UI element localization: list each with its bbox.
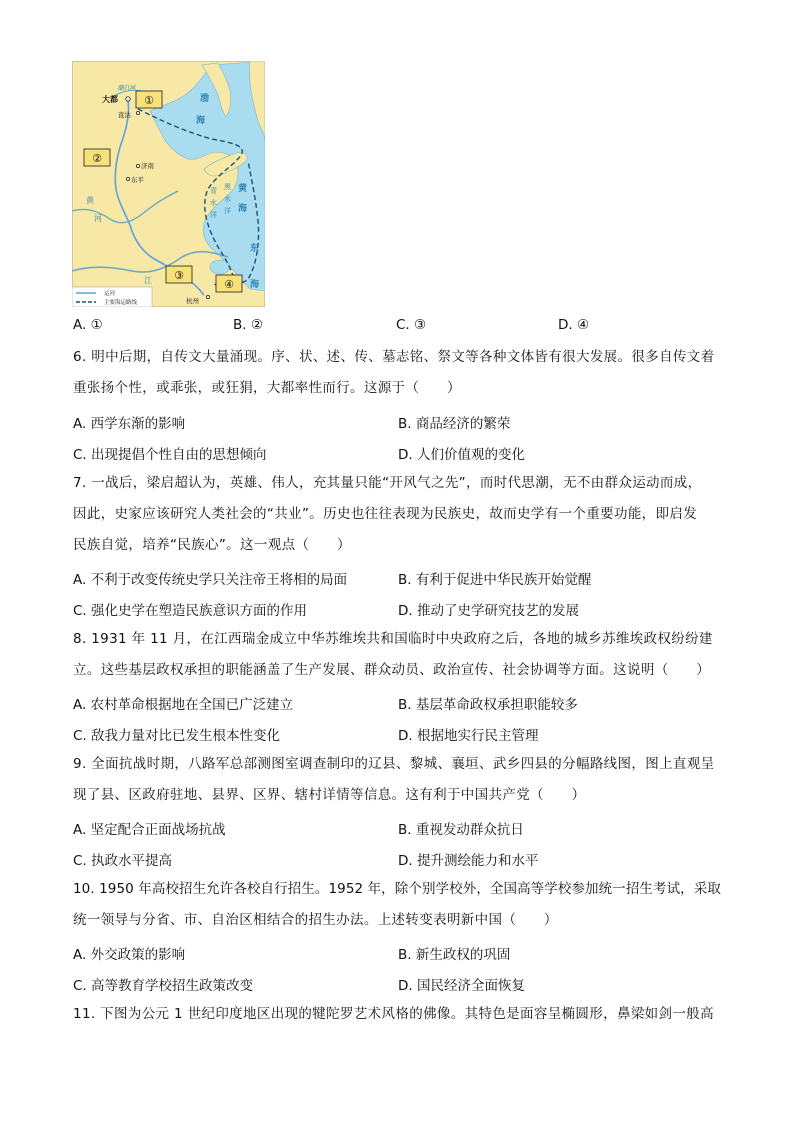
city-dot-dongping [126,177,129,180]
q9-stem-line-2: 现了县、区政府驻地、县界、区界、辖村详情等信息。这有利于中国共产党（ ） [73,787,586,803]
label-yellow-river-1: 黄 [86,196,94,205]
legend-canal-label: 运河 [104,291,116,297]
q11-stem-line-1: 11. 下图为公元 1 世纪印度地区出现的犍陀罗艺术风格的佛像。其特色是面容呈椭圆形，鼻梁如剑一般高 [73,1006,714,1022]
marker-3: ③ [174,269,184,282]
city-dot-jinan [136,164,139,167]
label-huanghai-1: 黄 [238,184,248,194]
q6-stem-line-2: 重张扬个性，或乖张，或狂狷，大都率性而行。这源于（ ） [73,380,461,396]
grand-canal-map [72,61,265,307]
label-zhigu: 直沽 [118,111,131,119]
q6-option-c[interactable]: C. 出现提倡个性自由的思想倾向 [73,447,267,463]
q10-option-c[interactable]: C. 高等教育学校招生政策改变 [73,978,254,994]
label-qingshui-2: 水 [210,199,217,207]
q5-option-b[interactable]: B. ② [233,317,263,333]
q8-option-d[interactable]: D. 根据地实行民主管理 [398,728,539,744]
q5-option-d[interactable]: D. ④ [558,317,590,333]
label-hangzhou: 杭州 [186,297,199,305]
q7-stem-line-1: 7. 一战后，梁启超认为，英雄、伟人，充其量只能“开风气之先”，而时代思潮，无不由群众运动而成， [73,475,702,491]
label-dongping: 东平 [131,176,144,184]
label-yangtze: 江 [144,276,152,285]
label-bohai-2: 海 [196,116,206,126]
q9-option-d[interactable]: D. 提升测绘能力和水平 [398,853,539,869]
q7-stem-line-3: 民族自觉，培养“民族心”。这一观点（ ） [73,537,351,553]
label-dadu: 大都 [102,95,118,104]
q5-option-c[interactable]: C. ③ [396,317,427,333]
legend-route-label: 主要海运路线 [104,300,138,306]
q6-option-d[interactable]: D. 人们价值观的变化 [398,447,525,463]
label-chaobai-river: 潮白河 [118,85,137,92]
q10-option-a[interactable]: A. 外交政策的影响 [73,947,186,963]
label-donghai-1: 东 [250,244,260,254]
q9-stem-line-1: 9. 全面抗战时期，八路军总部测图室调查制印的辽县、黎城、襄垣、武乡四县的分幅路线图，图上直观呈 [73,756,715,772]
label-qingshui-3: 洋 [210,211,217,219]
label-donghai-2: 海 [250,280,260,290]
label-jinan: 济南 [141,162,154,170]
marker-4: ④ [224,278,234,291]
label-heishui-3: 洋 [224,207,231,215]
q7-option-c[interactable]: C. 强化史学在塑造民族意识方面的作用 [73,603,308,619]
label-bohai-1: 渤 [200,94,210,104]
q8-stem-line-1: 8. 1931 年 11 月，在江西瑞金成立中华苏维埃共和国临时中央政府之后，各地的城乡苏维埃政权纷纷建 [73,631,713,647]
label-qingshui-1: 青 [210,187,217,195]
q9-option-c[interactable]: C. 执政水平提高 [73,853,173,869]
q7-option-d[interactable]: D. 推动了史学研究技艺的发展 [398,603,579,619]
q6-option-a[interactable]: A. 西学东渐的影响 [73,416,186,432]
q6-option-b[interactable]: B. 商品经济的繁荣 [398,416,511,432]
q9-option-b[interactable]: B. 重视发动群众抗日 [398,822,524,838]
q7-option-b[interactable]: B. 有利于促进中华民族开始觉醒 [398,572,592,588]
marker-1: ① [144,94,154,107]
label-heishui-1: 黑 [224,183,231,191]
label-heishui-2: 水 [224,195,231,203]
marker-2: ② [92,152,102,165]
q10-option-b[interactable]: B. 新生政权的巩固 [398,947,511,963]
city-dot-dadu [126,97,130,101]
q8-stem-line-2: 立。这些基层政权承担的职能涵盖了生产发展、群众动员、政治宣传、社会协调等方面。这说明（ ） [73,662,711,678]
city-dot-hangzhou [206,295,209,298]
q10-stem-line-2: 统一领导与分省、市、自治区相结合的招生办法。上述转变表明新中国（ ） [73,912,558,928]
city-dot-zhigu [136,111,139,114]
label-huanghai-2: 海 [238,204,248,214]
q10-option-d[interactable]: D. 国民经济全面恢复 [398,978,525,994]
q8-option-b[interactable]: B. 基层革命政权承担职能较多 [398,697,578,713]
map-svg [72,61,265,307]
q7-option-a[interactable]: A. 不利于改变传统史学只关注帝王将相的局面 [73,572,348,588]
q6-stem-line-1: 6. 明中后期，自传文大量涌现。序、状、述、传、墓志铭、祭文等各种文体皆有很大发展。很多自传文着 [73,349,715,365]
q10-stem-line-1: 10. 1950 年高校招生允许各校自行招生。1952 年，除个别学校外，全国高等学校参加统一招生考试，采取 [73,881,721,897]
label-yellow-river-2: 河 [94,214,102,223]
q8-option-c[interactable]: C. 敌我力量对比已发生根本性变化 [73,728,281,744]
q7-stem-line-2: 因此，史家应该研究人类社会的“共业”。历史也往往表现为民族史，故而史学有一个重要功能，即启发 [73,506,698,522]
q9-option-a[interactable]: A. 坚定配合正面战场抗战 [73,822,226,838]
q8-option-a[interactable]: A. 农村革命根据地在全国已广泛建立 [73,697,294,713]
q5-option-a[interactable]: A. ① [73,317,103,333]
